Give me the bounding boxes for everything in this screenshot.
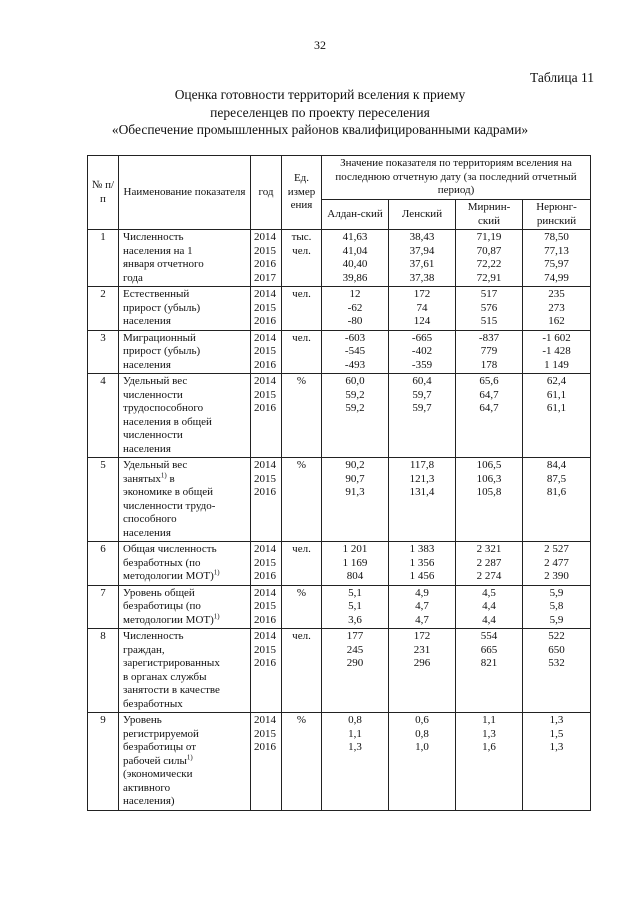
cell-value: 5,1 <box>348 600 362 612</box>
indicator-name-line: года <box>123 271 143 284</box>
cell-value: 290 <box>346 657 364 669</box>
cell-value: -545 <box>344 345 366 357</box>
value-mirninsky <box>456 287 523 331</box>
value-aldan <box>322 287 389 331</box>
years <box>251 230 282 287</box>
years <box>251 287 282 331</box>
year-value: 2015 <box>254 600 276 612</box>
indicator-name-line: безработицы от <box>123 741 197 753</box>
cell-value: -493 <box>344 358 366 371</box>
value-lensky <box>389 542 456 586</box>
row-number: 9 <box>88 713 119 811</box>
indicator-name-line: населения <box>123 358 171 371</box>
cell-value: 172 <box>413 630 431 642</box>
year-value: 2016 <box>254 570 276 582</box>
cell-value: 554 <box>480 630 498 642</box>
cell-value: 41,63 <box>342 231 368 243</box>
indicator-name-line: Уровень общей <box>123 586 195 599</box>
indicator-name-line: численности трудо- <box>123 499 216 512</box>
indicator-name-line: методологии МОТ)$^{1)}$ <box>123 568 220 582</box>
cell-value: 245 <box>346 643 364 656</box>
years <box>251 629 282 713</box>
cell-value: 650 <box>548 643 565 656</box>
cell-value: 64,7 <box>479 388 499 401</box>
years <box>251 542 282 586</box>
cell-value: 779 <box>480 345 498 357</box>
cell-value: 273 <box>548 301 565 314</box>
year-value: 2014 <box>254 231 276 243</box>
cell-value: 1 169 <box>342 556 368 569</box>
unit <box>282 287 322 331</box>
cell-value: 59,2 <box>345 388 365 401</box>
cell-value: 1 456 <box>409 570 435 582</box>
cell-value: 1,1 <box>348 727 362 740</box>
indicator-name-line: зарегистрированных <box>123 657 220 669</box>
cell-value: 4,4 <box>482 613 496 626</box>
unit-value: % <box>296 459 307 471</box>
value-mirninsky <box>456 585 523 629</box>
cell-value: 60,4 <box>412 375 432 387</box>
header-territory-mirninsky: Мирнин-ский <box>456 200 523 230</box>
cell-value: 91,3 <box>345 486 365 498</box>
cell-value: 1,3 <box>482 727 496 740</box>
cell-value: 5,1 <box>348 586 362 599</box>
value-neryungrinsky <box>523 629 591 713</box>
header-values-group: Значение показателя по территориям вселения на последнюю отчетную дату (за последний отчетный период) <box>322 156 591 200</box>
cell-value: 1,3 <box>549 741 564 753</box>
cell-value: 72,91 <box>476 271 502 284</box>
cell-value: 131,4 <box>409 486 435 498</box>
title-line: «Обеспечение промышленных районов квалифицированными кадрами» <box>111 122 529 137</box>
indicator-name-line: населения на 1 <box>123 244 193 257</box>
table-row <box>88 458 591 542</box>
year-value: 2016 <box>254 258 276 270</box>
cell-value: 75,97 <box>544 258 569 270</box>
cell-value: 65,6 <box>479 375 499 387</box>
cell-value: 87,5 <box>546 472 567 485</box>
years <box>251 713 282 811</box>
value-neryungrinsky <box>523 230 591 287</box>
footnote-marker: 1) <box>160 470 167 479</box>
indicator-name-line: прирост (убыль) <box>123 345 201 357</box>
years <box>251 585 282 629</box>
unit-value: % <box>296 714 307 726</box>
indicator-name <box>119 713 251 811</box>
years <box>251 458 282 542</box>
value-mirninsky <box>456 374 523 458</box>
indicator-name-line: методологии МОТ)$^{1)}$ <box>123 611 220 626</box>
cell-value: 77,13 <box>544 244 569 257</box>
cell-value: 41,04 <box>342 244 368 257</box>
cell-value: 4,7 <box>415 600 429 612</box>
row-number: 3 <box>88 330 119 374</box>
indicator-name-line: населения <box>123 526 171 539</box>
cell-value: -80 <box>347 315 363 327</box>
indicator-name-line: экономике в общей <box>123 486 214 498</box>
value-mirninsky <box>456 629 523 713</box>
cell-value: 5,8 <box>549 600 564 612</box>
year-value: 2016 <box>254 402 276 414</box>
table-row <box>88 629 591 713</box>
indicator-name-line: населения) <box>123 795 175 807</box>
indicator-name-line: численности <box>123 388 183 401</box>
header-territory-aldan: Алдан-ский <box>322 200 389 230</box>
year-value: 2015 <box>254 643 276 656</box>
unit-value: % <box>296 586 307 599</box>
indicator-name-line: рабочей силы$^{1)}$ <box>123 752 193 767</box>
value-mirninsky <box>456 330 523 374</box>
cell-value: 1,0 <box>415 741 429 753</box>
unit-value: чел. <box>292 288 311 300</box>
unit-value: % <box>296 375 307 387</box>
indicator-name-line: Естественный <box>123 288 190 300</box>
indicator-name-line: прирост (убыль) <box>123 301 201 314</box>
cell-value: 124 <box>413 315 431 327</box>
row-number: 8 <box>88 629 119 713</box>
year-value: 2016 <box>254 486 276 498</box>
cell-value: 37,38 <box>409 271 435 284</box>
cell-value: 4,7 <box>415 613 429 626</box>
table-row <box>88 330 591 374</box>
indicator-name-line: безработных <box>123 697 183 710</box>
cell-value: 804 <box>346 570 364 582</box>
cell-value: 1 201 <box>342 543 368 555</box>
header-indicator-name: Наименование показателя <box>119 156 251 230</box>
years <box>251 374 282 458</box>
indicator-name-line: безработицы (по <box>123 600 201 612</box>
row-number: 5 <box>88 458 119 542</box>
indicator-name-line: (экономически <box>123 768 193 780</box>
indicator-name-line: населения <box>123 442 171 455</box>
unit <box>282 585 322 629</box>
cell-value: 74 <box>416 301 428 314</box>
indicator-name-line: граждан, <box>123 643 165 656</box>
value-aldan <box>322 585 389 629</box>
cell-value: -1 602 <box>542 331 571 344</box>
indicator-name <box>119 287 251 331</box>
page-number: 32 <box>314 38 326 52</box>
cell-value: 4,5 <box>482 586 496 599</box>
year-value: 2014 <box>254 543 276 555</box>
year-value: 2015 <box>254 556 276 569</box>
cell-value: -837 <box>478 331 500 344</box>
indicator-name-line: Общая численность <box>123 543 217 555</box>
header-territory-lensky: Ленский <box>389 200 456 230</box>
cell-value: 2 274 <box>476 570 502 582</box>
cell-value: 37,61 <box>409 258 435 270</box>
year-value: 2014 <box>254 630 276 642</box>
cell-value: 90,2 <box>345 459 365 471</box>
cell-value: 59,7 <box>412 388 432 401</box>
cell-value: -62 <box>347 301 363 314</box>
value-lensky <box>389 458 456 542</box>
cell-value: 106,5 <box>476 459 502 471</box>
cell-value: 5,9 <box>549 586 564 599</box>
cell-value: 172 <box>413 288 431 300</box>
cell-value: 64,7 <box>479 402 499 414</box>
indicator-name-line: безработных (по <box>123 556 201 569</box>
year-value: 2015 <box>254 472 276 485</box>
indicator-name <box>119 330 251 374</box>
indicator-name-line: трудоспособного <box>123 402 204 414</box>
value-lensky <box>389 374 456 458</box>
unit-value: тыс. <box>291 231 312 243</box>
value-mirninsky <box>456 230 523 287</box>
value-neryungrinsky <box>523 287 591 331</box>
year-value: 2017 <box>254 271 276 284</box>
table-body <box>88 230 591 811</box>
unit-value: чел. <box>292 331 311 344</box>
cell-value: 2 287 <box>476 556 502 569</box>
years <box>251 330 282 374</box>
table-row <box>88 585 591 629</box>
value-mirninsky <box>456 542 523 586</box>
unit-value: чел. <box>292 244 311 257</box>
value-neryungrinsky <box>523 585 591 629</box>
value-aldan <box>322 713 389 811</box>
indicator-name <box>119 230 251 287</box>
cell-value: 1,5 <box>549 727 564 740</box>
value-aldan <box>322 458 389 542</box>
value-neryungrinsky <box>523 458 591 542</box>
cell-value: 821 <box>480 657 498 669</box>
year-value: 2016 <box>254 613 276 626</box>
cell-value: 0,8 <box>348 714 362 726</box>
cell-value: 70,87 <box>476 244 502 257</box>
indicator-name-line: населения в общей <box>123 415 212 428</box>
cell-value: 235 <box>548 288 565 300</box>
cell-value: 61,1 <box>546 402 567 414</box>
value-aldan <box>322 374 389 458</box>
indicator-name-line: численности <box>123 429 183 441</box>
unit <box>282 629 322 713</box>
indicator-name-line: Удельный вес <box>123 375 188 387</box>
cell-value: 515 <box>480 315 498 327</box>
table-row <box>88 713 591 811</box>
cell-value: 37,94 <box>409 244 435 257</box>
footnote-marker: 1) <box>213 611 220 620</box>
cell-value: 74,99 <box>544 271 569 284</box>
cell-value: -665 <box>411 331 433 344</box>
cell-value: 1,3 <box>549 714 564 726</box>
row-number: 6 <box>88 542 119 586</box>
value-neryungrinsky <box>523 374 591 458</box>
cell-value: 3,6 <box>348 613 362 626</box>
value-neryungrinsky <box>523 330 591 374</box>
value-lensky <box>389 585 456 629</box>
value-lensky <box>389 330 456 374</box>
indicator-name-line: занятости в качестве <box>123 684 220 696</box>
footnote-marker: 1) <box>186 752 193 761</box>
cell-value: 2 321 <box>476 543 502 555</box>
unit <box>282 542 322 586</box>
year-value: 2016 <box>254 657 276 669</box>
cell-value: -359 <box>411 358 433 371</box>
cell-value: 665 <box>480 643 498 656</box>
indicator-name-line: занятых$^{1)}$ в <box>123 470 175 485</box>
header-unit: Ед. измер ения <box>282 156 322 230</box>
cell-value: 2 477 <box>544 556 569 569</box>
header-territory-neryungrinsky: Нерюнг-ринский <box>523 200 591 230</box>
cell-value: 60,0 <box>345 375 365 387</box>
title-line: Оценка готовности территорий вселения к приему <box>174 87 466 102</box>
cell-value: 4,9 <box>415 586 429 599</box>
value-lensky <box>389 287 456 331</box>
value-neryungrinsky <box>523 542 591 586</box>
header-year: год <box>251 156 282 230</box>
row-number: 1 <box>88 230 119 287</box>
year-value: 2014 <box>254 331 276 344</box>
year-value: 2014 <box>254 375 276 387</box>
indicator-name <box>119 629 251 713</box>
cell-value: 81,6 <box>546 486 567 498</box>
indicator-name-line: Численность <box>123 630 184 642</box>
cell-value: 1,6 <box>482 741 496 753</box>
table-title <box>60 86 580 139</box>
cell-value: 38,43 <box>409 231 435 243</box>
cell-value: 522 <box>548 630 565 642</box>
cell-value: 40,40 <box>342 258 368 270</box>
year-value: 2014 <box>254 586 276 599</box>
year-value: 2015 <box>254 345 276 357</box>
cell-value: 1 356 <box>409 556 435 569</box>
unit <box>282 458 322 542</box>
cell-value: 72,22 <box>476 258 502 270</box>
indicator-name-line: января отчетного <box>123 258 204 270</box>
cell-value: 61,1 <box>546 388 567 401</box>
cell-value: 1,1 <box>482 714 496 726</box>
year-value: 2015 <box>254 727 276 740</box>
cell-value: 84,4 <box>546 459 567 471</box>
indicator-name-line: регистрируемой <box>123 727 199 740</box>
table-row <box>88 542 591 586</box>
unit <box>282 374 322 458</box>
year-value: 2014 <box>254 288 276 300</box>
indicator-name <box>119 458 251 542</box>
indicator-name <box>119 374 251 458</box>
cell-value: 2 390 <box>544 570 569 582</box>
cell-value: 162 <box>548 315 565 327</box>
cell-value: 5,9 <box>549 613 564 626</box>
year-value: 2014 <box>254 459 276 471</box>
year-value: 2015 <box>254 244 276 257</box>
row-number: 7 <box>88 585 119 629</box>
value-aldan <box>322 542 389 586</box>
unit <box>282 230 322 287</box>
cell-value: 178 <box>480 358 498 371</box>
year-value: 2015 <box>254 388 276 401</box>
cell-value: 2 527 <box>544 543 569 555</box>
cell-value: 532 <box>548 657 565 669</box>
cell-value: 0,6 <box>415 714 429 726</box>
indicator-name-line: способного <box>123 513 177 525</box>
value-aldan <box>322 230 389 287</box>
indicator-name-line: Миграционный <box>123 331 196 344</box>
cell-value: 517 <box>480 288 498 300</box>
cell-value: 12 <box>349 288 361 300</box>
value-lensky <box>389 713 456 811</box>
unit-value: чел. <box>292 630 311 642</box>
year-value: 2015 <box>254 301 276 314</box>
cell-value: 59,7 <box>412 402 432 414</box>
cell-value: 106,3 <box>476 472 502 485</box>
value-aldan <box>322 629 389 713</box>
cell-value: -402 <box>411 345 433 357</box>
table-row <box>88 287 591 331</box>
unit <box>282 330 322 374</box>
cell-value: 78,50 <box>544 231 569 243</box>
cell-value: 231 <box>413 643 431 656</box>
cell-value: 90,7 <box>345 472 365 485</box>
row-number: 2 <box>88 287 119 331</box>
cell-value: 1 383 <box>409 543 435 555</box>
value-lensky <box>389 629 456 713</box>
indicator-name-line: активного <box>123 781 171 794</box>
indicator-name <box>119 585 251 629</box>
unit <box>282 713 322 811</box>
footnote-marker: 1) <box>213 568 220 577</box>
cell-value: 177 <box>346 630 364 642</box>
cell-value: -1 428 <box>542 345 571 357</box>
cell-value: 71,19 <box>476 231 502 243</box>
title-line: переселенцев по проекту переселения <box>210 104 430 120</box>
indicator-name <box>119 542 251 586</box>
indicator-name-line: Уровень <box>123 714 162 726</box>
cell-value: 59,2 <box>345 402 365 414</box>
year-value: 2016 <box>254 315 276 327</box>
cell-value: 296 <box>413 657 431 669</box>
row-number: 4 <box>88 374 119 458</box>
indicator-name-line: населения <box>123 315 171 327</box>
indicator-name-line: Численность <box>123 231 184 243</box>
cell-value: 62,4 <box>546 375 567 387</box>
indicator-name-line: Удельный вес <box>123 459 188 471</box>
cell-value: 121,3 <box>409 472 435 485</box>
value-neryungrinsky <box>523 713 591 811</box>
table-row <box>88 230 591 287</box>
value-mirninsky <box>456 458 523 542</box>
value-aldan <box>322 330 389 374</box>
indicator-table <box>87 155 591 811</box>
cell-value: 1,3 <box>348 741 362 753</box>
year-value: 2016 <box>254 358 276 371</box>
cell-value: 4,4 <box>482 600 496 612</box>
cell-value: 39,86 <box>342 271 368 284</box>
cell-value: -603 <box>344 331 366 344</box>
cell-value: 0,8 <box>415 727 429 740</box>
cell-value: 576 <box>480 301 498 314</box>
year-value: 2016 <box>254 741 276 753</box>
cell-value: 117,8 <box>409 459 435 471</box>
year-value: 2014 <box>254 714 276 726</box>
cell-value: 105,8 <box>476 486 502 498</box>
unit-value: чел. <box>292 543 311 555</box>
table-row <box>88 374 591 458</box>
value-lensky <box>389 230 456 287</box>
indicator-name-line: в органах службы <box>123 670 207 683</box>
value-mirninsky <box>456 713 523 811</box>
header-number: № п/п <box>88 156 119 230</box>
cell-value: 1 149 <box>544 358 569 371</box>
table-label: Таблица 11 <box>530 70 594 85</box>
